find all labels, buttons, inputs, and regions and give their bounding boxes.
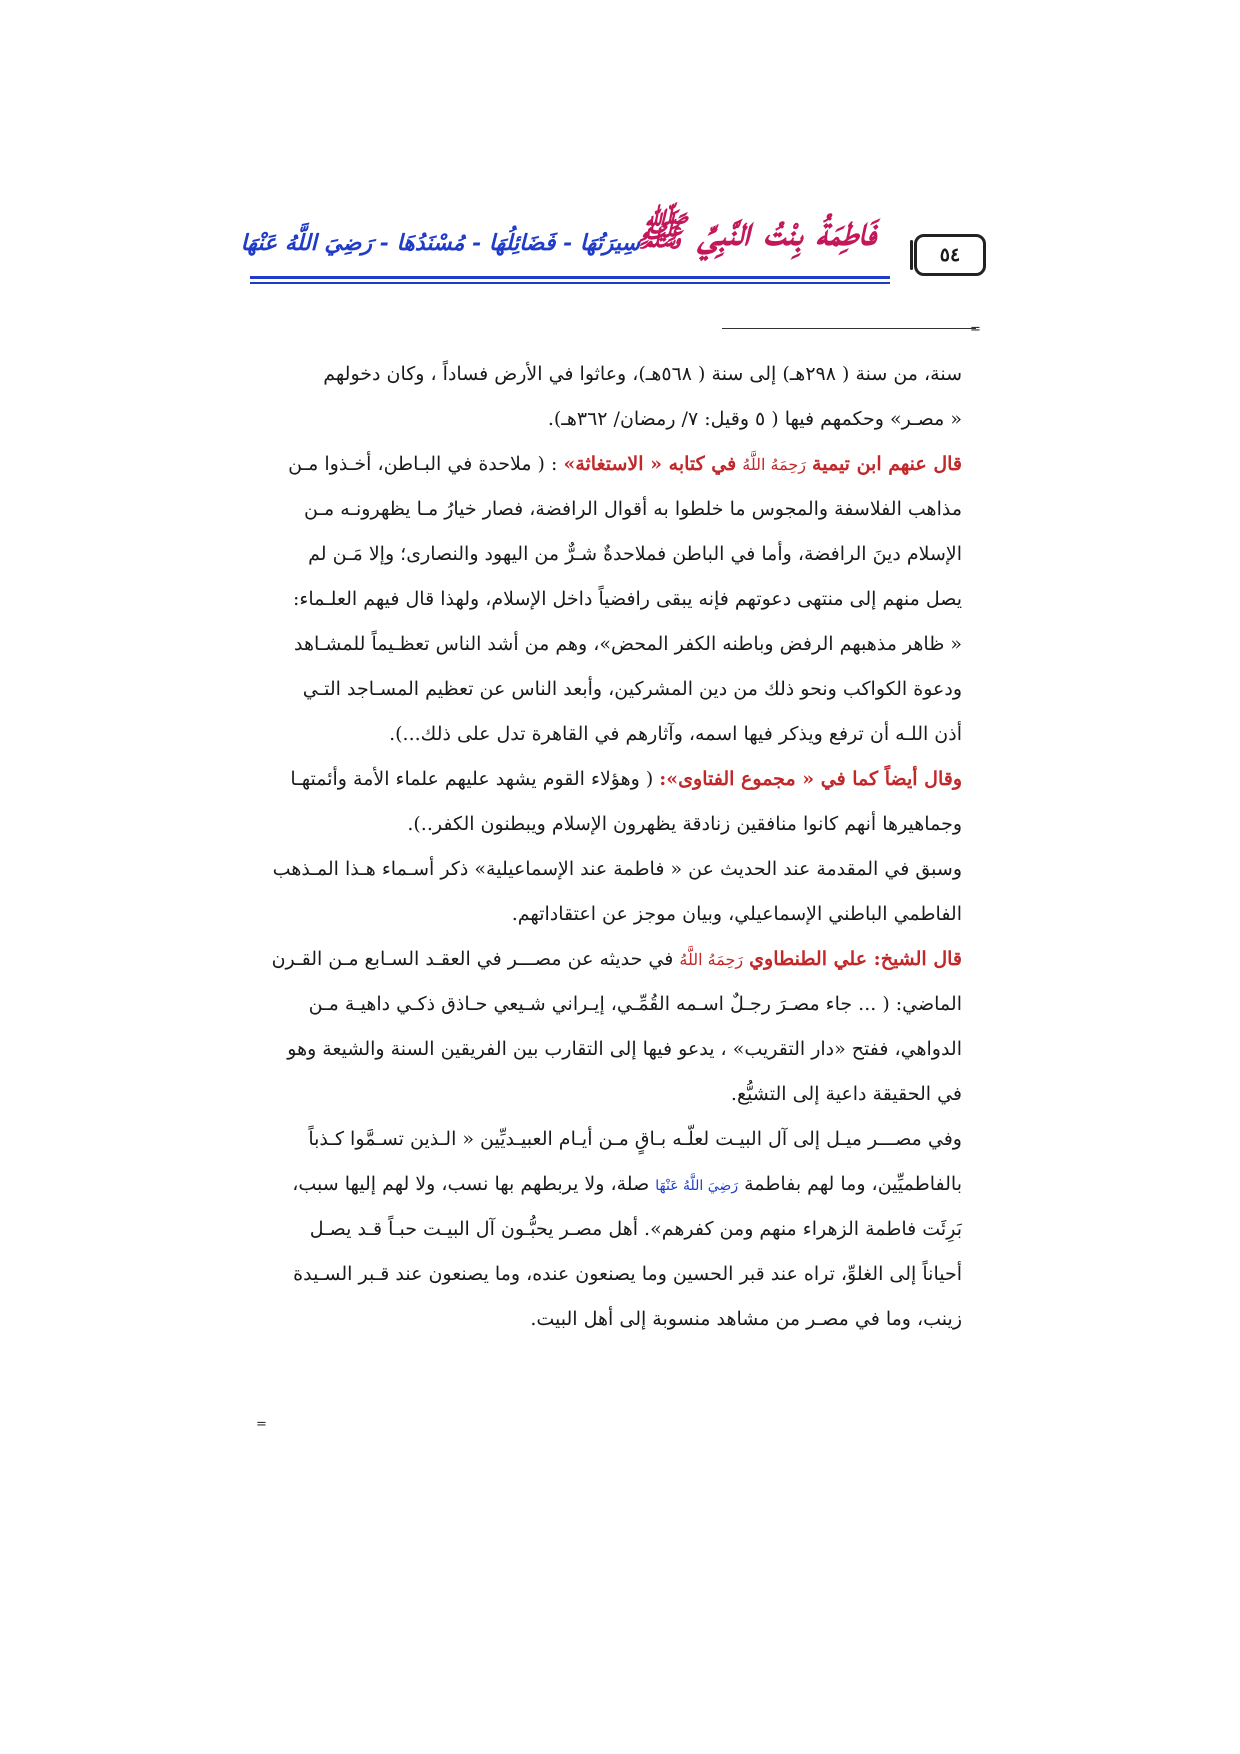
lead-phrase: في كتابه « الاستغاثة» [563, 453, 737, 475]
book-title: فَاطِمَةُ بِنْتُ النَّبِيِّ ﷺ [636, 208, 876, 255]
text-line: الإسلام دينَ الرافضة، وأما في الباطن فملاحدةٌ شـرٌّ من اليهود والنصارى؛ وإلا مَـن لم [308, 543, 962, 565]
text-run: : ( ملاحدة في البـاطن، أخـذوا مـن [288, 453, 558, 475]
bottom-mark: = [256, 1417, 267, 1432]
text-line: ودعوة الكواكب ونحو ذلك من دين المشركين، وأبعد الناس عن تعظيم المسـاجد التـي [302, 678, 962, 700]
header-rule-thin [250, 282, 890, 284]
text-line: أحياناً إلى الغلوِّ، تراه عند قبر الحسين وما يصنعون عنده، وما يصنعون عند قـبر السـيدة [293, 1263, 962, 1285]
text-line: أذن اللـه أن ترفع ويذكر فيها اسمه، وآثارهم في القاهرة تدل على ذلك...). [389, 723, 962, 745]
text-run: ( وهؤلاء القوم يشهد عليهم علماء الأمة وأئمتهـا [290, 768, 654, 790]
page-body [250, 352, 962, 1342]
text-line: وجماهيرها أنهم كانوا منافقين زنادقة يظهرون الإسلام ويبطنون الكفر..). [407, 813, 962, 835]
text-run: في حديثه عن مصـــر في العقـد السـابع مـن القـرن [271, 948, 674, 970]
page-header [240, 182, 986, 282]
separator-rule [722, 328, 976, 329]
lead-phrase: قال الشيخ: علي الطنطاوي [749, 948, 962, 970]
text-line: زينب، وما في مصـر من مشاهد منسوبة إلى أهل البيت. [530, 1308, 962, 1330]
text-line [250, 1162, 962, 1207]
text-line: « مصـر» وحكمهم فيها ( ٥ وقيل: ٧/ رمضان/ ٣٦٢هـ). [547, 408, 962, 430]
honorific: رَحِمَهُ اللَّهُ [742, 455, 806, 474]
honorific: رَحِمَهُ اللَّهُ [679, 950, 744, 969]
text-line: « ظاهر مذهبهم الرفض وباطنه الكفر المحض»، وهم من أشد الناس تعظـيماً للمشـاهد [294, 633, 962, 655]
text-line: بَرِئَت فاطمة الزهراء منهم ومن كفرهم». أهل مصـر يحبُّـون آل البيـت حبـاً قـد يصـل [309, 1218, 962, 1240]
top-mark: = [970, 322, 981, 337]
lead-phrase: قال عنهم ابن تيمية [812, 453, 962, 475]
text-line: في الحقيقة داعية إلى التشيُّع. [730, 1083, 962, 1105]
text-run: صلة، ولا يربطهم بها نسب، ولا لهم إليها سبب، [292, 1173, 650, 1195]
text-line [250, 442, 962, 487]
text-run: بالفاطميِّين، وما لهم بفاطمة [744, 1173, 962, 1195]
text-line [250, 937, 962, 982]
text-line: سنة، من سنة ( ٢٩٨هـ) إلى سنة ( ٥٦٨هـ)، وعاثوا في الأرض فساداً ، وكان دخولهم [323, 363, 962, 385]
text-line: يصل منهم إلى منتهى دعوتهم فإنه يبقى رافضياً داخل الإسلام، ولهذا قال فيهم العلـماء: [293, 588, 962, 610]
lead-phrase: وقال أيضاً كما في « مجموع الفتاوى»: [659, 768, 962, 790]
header-rule-thick [250, 276, 890, 279]
text-line: الفاطمي الباطني الإسماعيلي، وبيان موجز عن اعتقاداتهم. [511, 903, 962, 925]
book-subtitle: سِيرَتُهَا - فَضَائِلُهَا - مُسْنَدُهَا - رَضِيَ اللَّهُ عَنْهَا [240, 230, 640, 256]
text-line: مذاهب الفلاسفة والمجوس ما خلطوا به أقوال الرافضة، فصار خيارُ مـا يظهرونـه مـن [304, 498, 962, 520]
honorific: رَضِيَ اللَّهُ عَنْهَا [655, 1178, 739, 1194]
text-line: الدواهي، ففتح «دار التقريب» ، يدعو فيها إلى التقارب بين الفريقين السنة والشيعة وهو [287, 1038, 962, 1060]
text-line [250, 757, 962, 802]
text-line: وفي مصـــر ميـل إلى آل البيـت لعلّـه بـاقٍ مـن أيـام العبيـديِّين « الـذين تسـمَّوا كـذباً [308, 1128, 962, 1150]
text-line: وسبق في المقدمة عند الحديث عن « فاطمة عند الإسماعيلية» ذكر أسـماء هـذا المـذهب [272, 858, 962, 880]
page-number: ٥٤ [914, 234, 986, 276]
text-line: الماضي: ( ... جاء مصـرَ رجـلٌ اسـمه القُمِّـي، إيـراني شـيعي حـاذق ذكـي داهيـة مـن [308, 993, 962, 1015]
